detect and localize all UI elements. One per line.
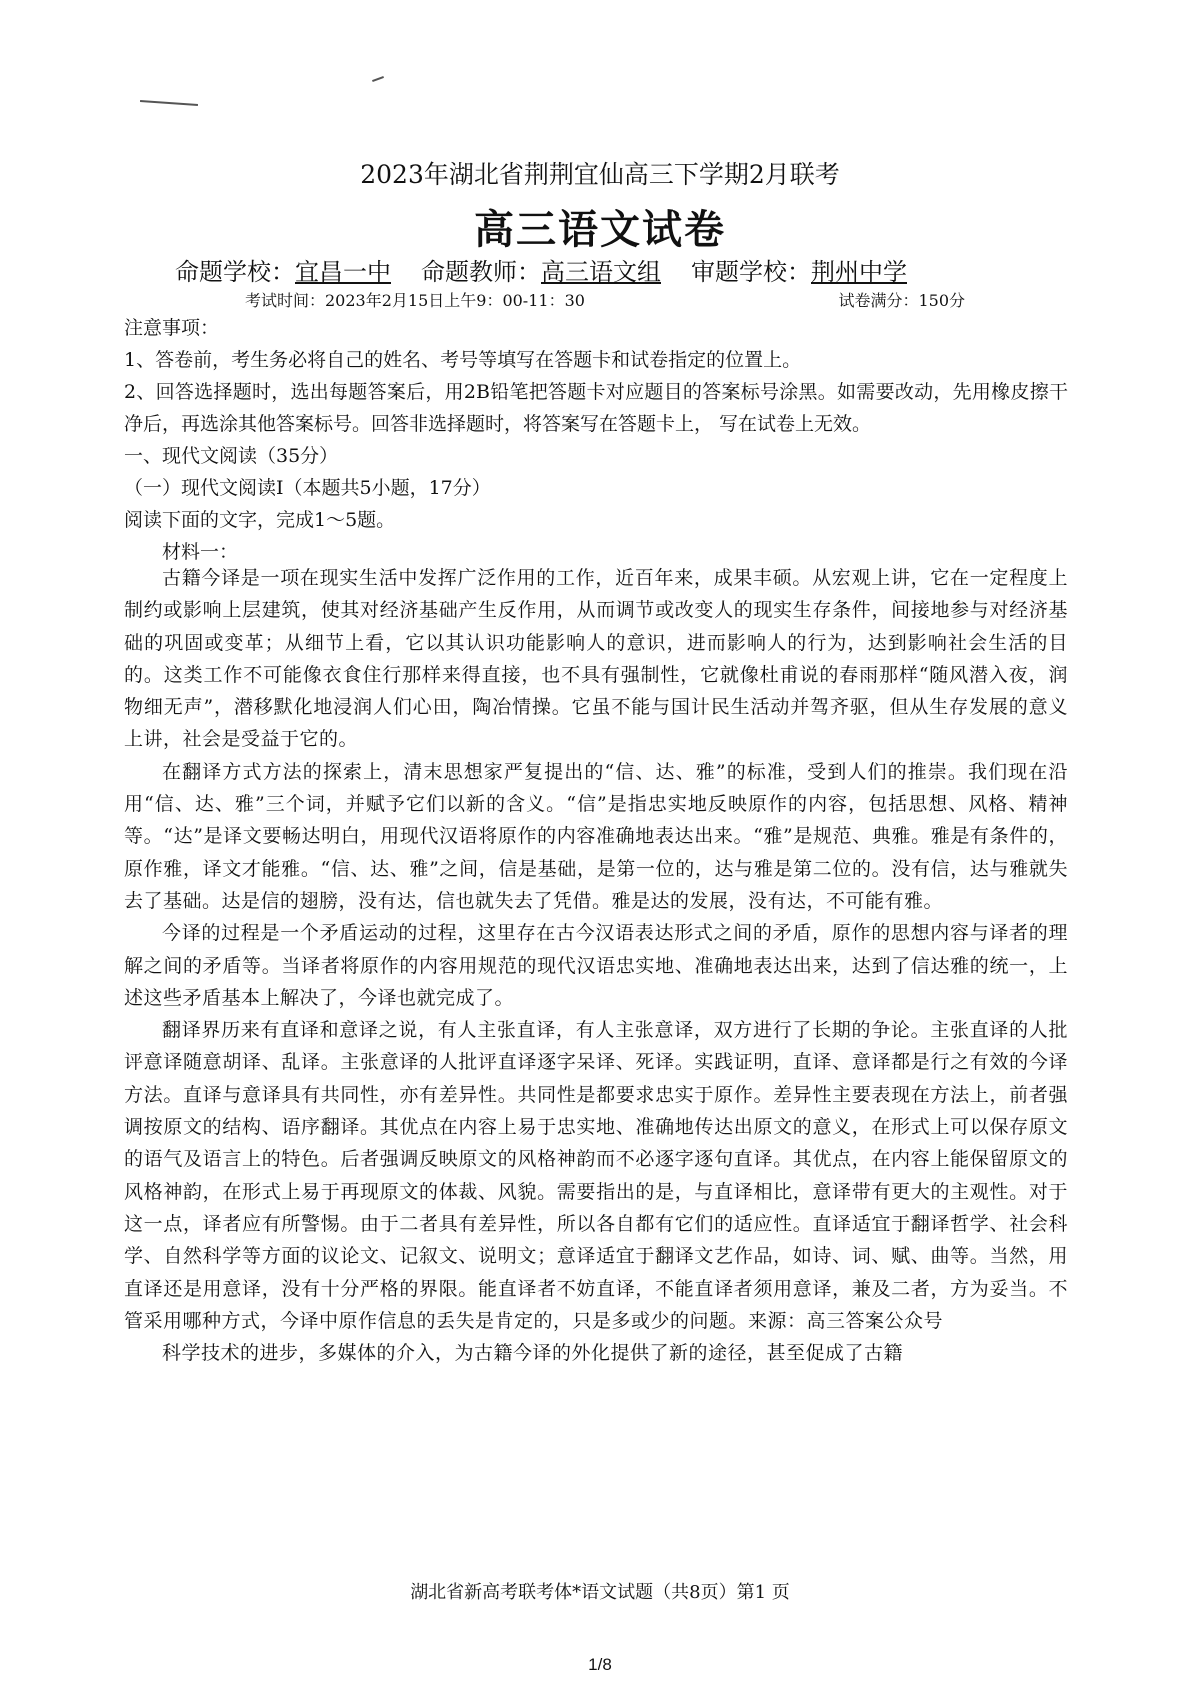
notice-item: 2、回答选择题时，选出每题答案后，用2B铅笔把答题卡对应题目的答案标号涂黑。如需要改动，先用橡皮擦干净后，再选涂其他答案标号。回答非选择题时，将答案写在答题卡上， 写在试卷上无效。 [124,381,1068,435]
scan-mark [372,76,384,82]
page-number: 1/8 [588,1655,612,1674]
article-paragraph: 翻译界历来有直译和意译之说，有人主张直译，有人主张意译，双方进行了长期的争论。主张直译的人批评意译随意胡译、乱译。主张意译的人批评直译逐字呆译、死译。实践证明，直译、意译都是行之有效的今译方法。直译与意译具有共同性，亦有差异性。共同性是都要求忠实于原作。差异性主要表现在方法上，前者强调按原文的结构、语序翻译。其优点在内容上易于忠实地、准确地传达出原文的意义，在形式上可以保存原文的语气及语言上的特色。后者强调反映原文的风格神韵而不必逐字逐句直译。其优点，在内容上能保留原文的风格神韵，在形式上易于再现原文的体裁、风貌。需要指出的是，与直译相比，意译带有更大的主观性。对于这一点，译者应有所警惕。由于二者具有差异性，所以各自都有它们的适应性。直译适宜于翻译哲学、社会科学、自然科学等方面的议论文、记叙文、说明文；意译适宜于翻译文艺作品，如诗、词、赋、曲等。当然，用直译还是用意译，没有十分严格的界限。能直译者不妨直译，不能直译者须用意译，兼及二者，方为妥当。不管采用哪种方式，今译中原作信息的丢失是肯定的，只是多或少的问题。来源：高三答案公众号 [124,1019,1068,1332]
article-paragraph: 古籍今译是一项在现实生活中发挥广泛作用的工作，近百年来，成果丰硕。从宏观上讲，它在一定程度上制约或影响上层建筑，使其对经济基础产生反作用，从而调节或改变人的现实生存条件，间接地参与对经济基础的巩固或变革；从细节上看，它以其认识功能影响人的意识，进而影响人的行为，达到影响社会生活的目的。这类工作不可能像衣食住行那样来得直接，也不具有强制性，它就像杜甫说的春雨那样“随风潜入夜，润物细无声”，潜移默化地浸润人们心田，陶冶情操。它虽不能与国计民生活动并驾齐驱，但从生存发展的意义上讲，社会是受益于它的。 [124,567,1068,751]
reviewer-school: 审题学校：荆州中学 [691,258,907,286]
page-footer: 湖北省新高考联考体*语文试题（共8页）第1 页 [410,1582,790,1603]
section-header [124,440,1068,568]
article [124,562,1068,1369]
section-title: 一、现代文阅读（35分） [124,445,339,467]
setter-school: 命题学校：宜昌一中 [175,258,391,286]
notice-heading: 注意事项： [124,317,220,339]
full-score: 试卷满分：150分 [838,291,965,310]
scan-mark [140,100,198,106]
exam-info [245,288,965,311]
section-instruction: 阅读下面的文字，完成1～5题。 [124,509,396,531]
setter-info [175,252,1075,287]
article-paragraph: 今译的过程是一个矛盾运动的过程，这里存在古今汉语表达形式之间的矛盾，原作的思想内容与译者的理解之间的矛盾等。当译者将原作的内容用规范的现代汉语忠实地、准确地表达出来，达到了信达雅的统一，上述这些矛盾基本上解决了，今译也就完成了。 [124,922,1068,1009]
exam-title: 高三语文试卷 [474,206,726,253]
article-paragraph: 科学技术的进步，多媒体的介入，为古籍今译的外化提供了新的途径，甚至促成了古籍 [162,1342,904,1365]
notice-item: 1、答卷前，考生务必将自己的姓名、考号等填写在答题卡和试卷指定的位置上。 [124,349,802,371]
material-label: 材料一： [162,541,239,563]
section-subtitle: （一）现代文阅读Ⅰ（本题共5小题，17分） [124,477,491,499]
setter-teacher: 命题教师：高三语文组 [421,258,661,286]
article-paragraph: 在翻译方式方法的探索上，清末思想家严复提出的“信、达、雅”的标准，受到人们的推崇。我们现在沿用“信、达、雅”三个词，并赋予它们以新的含义。“信”是指忠实地反映原作的内容，包括思想、风格、精神等。“达”是译文要畅达明白，用现代汉语将原作的内容准确地表达出来。“雅”是规范、典雅。雅是有条件的，原作雅，译文才能雅。“信、达、雅”之间，信是基础，是第一位的，达与雅是第二位的。没有信，达与雅就失去了基础。达是信的翅膀，没有达，信也就失去了凭借。雅是达的发展，没有达，不可能有雅。 [124,760,1068,912]
notice [124,312,1068,440]
exam-header-line: 2023年湖北省荆荆宜仙高三下学期2月联考 [360,160,840,189]
exam-time: 考试时间：2023年2月15日上午9：00-11：30 [245,291,585,310]
